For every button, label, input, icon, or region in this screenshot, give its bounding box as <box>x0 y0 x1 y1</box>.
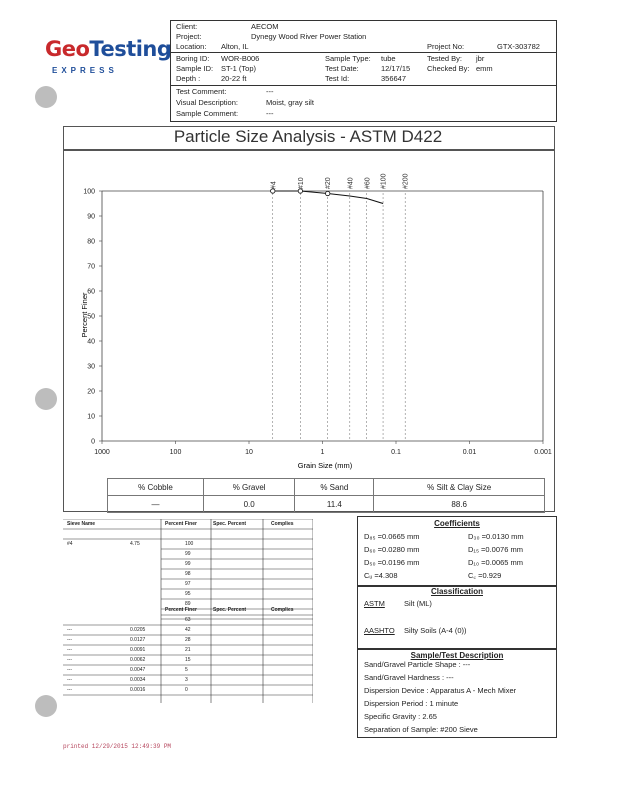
sieve-header: Spec. Percent <box>213 607 247 613</box>
sieve-label: #100 <box>380 173 388 189</box>
sieve-cell: --- <box>67 667 72 673</box>
project-label: Project: <box>176 32 202 41</box>
coef-d85: D₈₅ =0.0665 mm <box>364 532 420 541</box>
y-tick-label: 20 <box>87 388 95 396</box>
coef-cc: C꜀ =0.929 <box>468 571 502 580</box>
sieve-cell: --- <box>67 677 72 683</box>
y-tick-label: 70 <box>87 263 95 271</box>
test-comment-value: --- <box>266 87 274 96</box>
x-tick-label: 0.001 <box>534 449 552 456</box>
description-line: Separation of Sample: #200 Sieve <box>364 725 478 734</box>
punch-hole <box>35 86 57 108</box>
coef-d10: D₁₀ =0.0065 mm <box>468 558 524 567</box>
header-info-box <box>170 20 557 122</box>
logo-express: EXPRESS <box>52 66 118 75</box>
sieve-cell: 28 <box>185 637 191 643</box>
fractions-table <box>107 478 545 513</box>
sieve-cell: 89 <box>185 601 191 607</box>
sieve-cell: --- <box>67 687 72 693</box>
astm-label: ASTM <box>364 599 385 608</box>
coef-d15: D₁₅ =0.0076 mm <box>468 545 523 554</box>
sieve-header: Complies <box>271 607 294 613</box>
sieve-cell: #4 <box>67 541 73 547</box>
printed-timestamp: printed 12/29/2015 12:49:39 PM <box>63 743 172 750</box>
sieve-cell: 98 <box>185 571 191 577</box>
sieve-label: #4 <box>270 181 278 189</box>
data-point <box>271 189 275 193</box>
sieve-header: Complies <box>271 521 294 527</box>
fraction-value: 0.0 <box>203 496 294 513</box>
description-title: Sample/Test Description <box>410 651 504 660</box>
aashto-value: Silty Soils (A-4 (0)) <box>404 626 467 635</box>
aashto-label: AASHTO <box>364 626 395 635</box>
sieve-cell: 0 <box>185 687 188 693</box>
fraction-value: — <box>108 496 204 513</box>
client-value: AECOM <box>251 22 279 31</box>
coef-d30: D₃₀ =0.0130 mm <box>468 532 524 541</box>
boring-label: Boring ID: <box>176 54 210 63</box>
fraction-header: % Gravel <box>203 479 294 496</box>
visual-description-value: Moist, gray silt <box>266 98 314 107</box>
fraction-value: 11.4 <box>295 496 374 513</box>
sieve-cell: 3 <box>185 677 188 683</box>
sieve-cell: --- <box>67 627 72 633</box>
page-title: Particle Size Analysis - ASTM D422 <box>173 127 443 146</box>
coefficients-title: Coefficients <box>434 519 480 528</box>
sieve-label: #10 <box>297 177 305 189</box>
y-tick-label: 50 <box>87 313 95 321</box>
x-axis-label: Grain Size (mm) <box>297 461 353 470</box>
project-no-value: GTX-303782 <box>497 42 540 51</box>
data-point <box>298 189 302 193</box>
coef-d60: D₆₀ =0.0280 mm <box>364 545 420 554</box>
y-tick-label: 40 <box>87 338 95 346</box>
sample-description-box <box>357 648 557 738</box>
fraction-header: % Cobble <box>108 479 204 496</box>
sieve-cell: 63 <box>185 617 191 623</box>
y-tick-label: 90 <box>87 213 95 221</box>
checked-by-label: Checked By: <box>427 64 470 73</box>
sieve-header: Sieve Name <box>67 521 96 527</box>
x-tick-label: 1 <box>320 449 325 456</box>
description-line: Specific Gravity : 2.65 <box>364 712 437 721</box>
classification-box <box>357 585 557 650</box>
location-value: Alton, IL <box>221 42 249 51</box>
sieve-cell: 0.0034 <box>130 677 146 683</box>
x-tick-label: 1000 <box>94 449 110 456</box>
test-id-value: 356647 <box>381 74 407 83</box>
fraction-header: % Sand <box>295 479 374 496</box>
classification-title: Classification <box>430 587 483 596</box>
sieve-cell: 5 <box>185 667 188 673</box>
description-line: Sand/Gravel Hardness : --- <box>364 673 454 682</box>
logo-geotesting: GeoTesting <box>45 37 172 61</box>
test-date-label: Test Date: <box>325 64 359 73</box>
sieve-cell: --- <box>67 647 72 653</box>
sieve-cell: 0.0047 <box>130 667 146 673</box>
project-no-label: Project No: <box>427 42 465 51</box>
depth-label: Depth : <box>176 74 201 83</box>
client-label: Client: <box>176 22 198 31</box>
sieve-cell: 4.75 <box>130 541 140 547</box>
boring-value: WOR-B006 <box>221 54 260 63</box>
sieve-header: Spec. Percent <box>213 521 247 527</box>
y-tick-label: 80 <box>87 238 95 246</box>
fraction-value: 88.6 <box>374 496 545 513</box>
project-value: Dynegy Wood River Power Station <box>251 32 367 41</box>
test-comment-label: Test Comment: <box>176 87 227 96</box>
visual-description-label: Visual Description: <box>176 98 238 107</box>
sieve-cell: 21 <box>185 647 191 653</box>
sieve-cell: 42 <box>185 627 191 633</box>
x-tick-label: 0.1 <box>391 449 401 456</box>
sieve-label: #200 <box>402 173 410 189</box>
sieve-cell: --- <box>67 637 72 643</box>
depth-value: 20-22 ft <box>221 74 247 83</box>
x-tick-label: 0.01 <box>462 449 477 456</box>
tested-by-value: jbr <box>476 54 485 63</box>
sieve-cell: 0.0205 <box>130 627 146 633</box>
description-line: Dispersion Period : 1 minute <box>364 699 459 708</box>
sieve-cell: 0.0016 <box>130 687 146 693</box>
sieve-cell: 99 <box>185 561 191 567</box>
sieve-cell: 99 <box>185 551 191 557</box>
checked-by-value: emm <box>476 64 493 73</box>
sieve-cell: 95 <box>185 591 191 597</box>
sieve-cell: 97 <box>185 581 191 587</box>
coefficients-box <box>357 516 557 587</box>
sieve-cell: 0.0091 <box>130 647 146 653</box>
fraction-header: % Silt & Clay Size <box>374 479 545 496</box>
sieve-label: #60 <box>364 177 372 189</box>
astm-value: Silt (ML) <box>404 599 432 608</box>
sieve-table <box>63 519 313 709</box>
x-tick-label: 10 <box>245 449 253 456</box>
sample-comment-value: --- <box>266 109 274 118</box>
y-tick-label: 30 <box>87 363 95 371</box>
sieve-cell: 15 <box>185 657 191 663</box>
sieve-label: #40 <box>347 177 355 189</box>
coef-cu: Cᵤ =4.308 <box>364 571 398 580</box>
sieve-cell: 0.0062 <box>130 657 146 663</box>
data-point <box>325 191 329 195</box>
coef-d50: D₅₀ =0.0196 mm <box>364 558 420 567</box>
sample-comment-label: Sample Comment: <box>176 109 239 118</box>
y-tick-label: 60 <box>87 288 95 296</box>
sample-id-label: Sample ID: <box>176 64 214 73</box>
description-line: Sand/Gravel Particle Shape : --- <box>364 660 471 669</box>
x-tick-label: 100 <box>169 449 182 456</box>
sieve-cell: --- <box>67 657 72 663</box>
test-date-value: 12/17/15 <box>381 64 411 73</box>
location-label: Location: <box>176 42 207 51</box>
sieve-header: Percent Finer <box>165 607 197 613</box>
sieve-cell: 0.0127 <box>130 637 146 643</box>
punch-hole <box>35 388 57 410</box>
sample-type-value: tube <box>381 54 396 63</box>
sample-type-label: Sample Type: <box>325 54 371 63</box>
y-tick-label: 0 <box>91 438 95 446</box>
sieve-header: Percent Finer <box>165 521 197 527</box>
y-tick-label: 10 <box>87 413 95 421</box>
y-axis-label: Percent Finer <box>80 292 89 338</box>
sieve-cell: 100 <box>185 541 194 547</box>
description-line: Dispersion Device : Apparatus A - Mech Mixer <box>364 686 517 695</box>
sample-id-value: ST-1 (Top) <box>221 64 257 73</box>
tested-by-label: Tested By: <box>427 54 463 63</box>
test-id-label: Test Id: <box>325 74 350 83</box>
sieve-label: #20 <box>325 177 333 189</box>
y-tick-label: 100 <box>83 188 95 196</box>
punch-hole <box>35 695 57 717</box>
grain-size-chart <box>63 150 553 475</box>
